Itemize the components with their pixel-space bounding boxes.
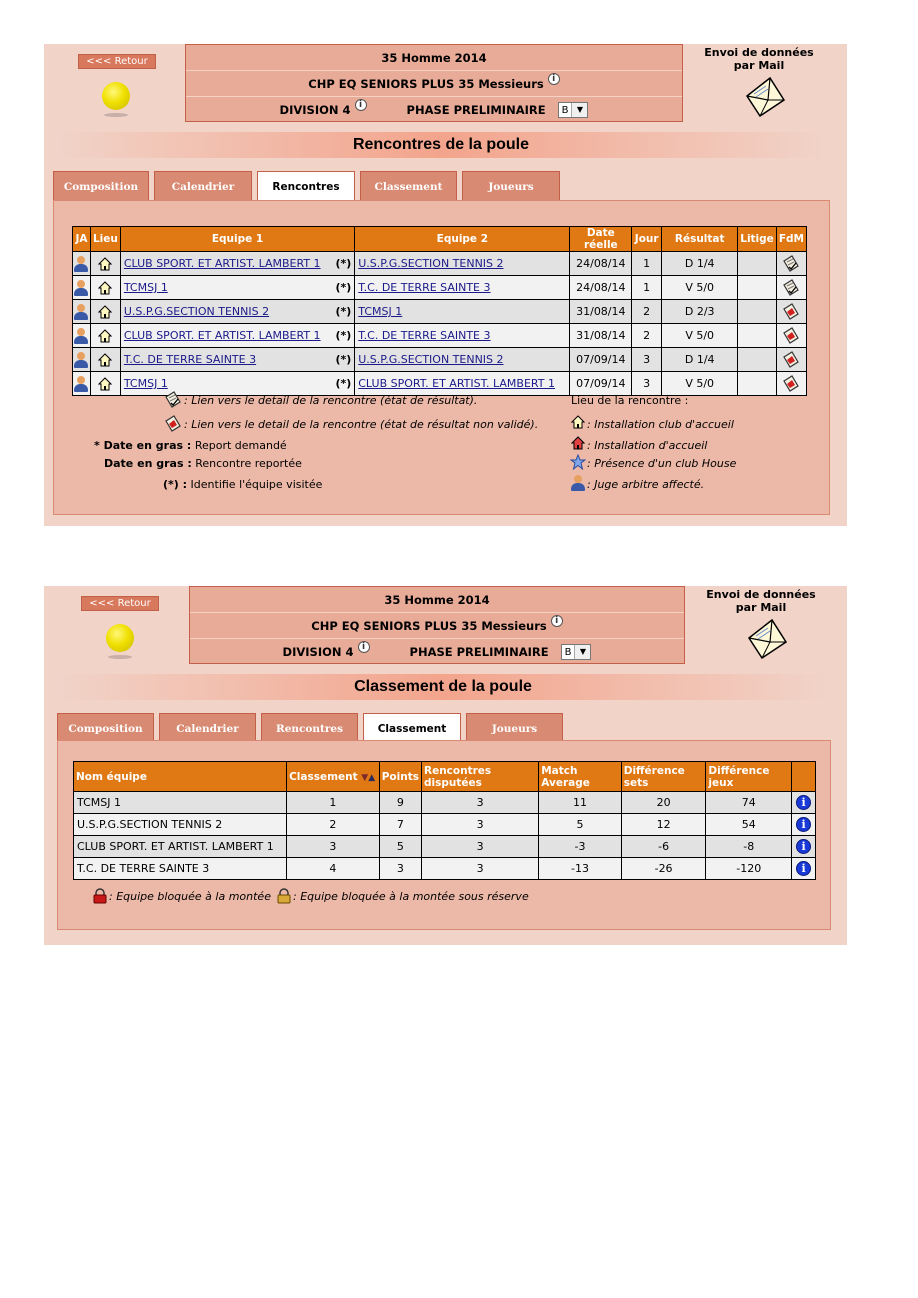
info-icon[interactable]: i	[548, 73, 560, 85]
tab-joueurs[interactable]: Joueurs	[462, 171, 560, 201]
col-fdm: FdM	[776, 227, 806, 252]
table-row	[74, 792, 816, 814]
legend-lieu-accueil: : Installation d'accueil	[587, 439, 708, 452]
team-name-cell: T.C. DE TERRE SAINTE 3	[74, 858, 287, 880]
rank-cell: 1	[287, 792, 380, 814]
team-name-cell: CLUB SPORT. ET ARTIST. LAMBERT 1	[74, 836, 287, 858]
col-resultat: Résultat	[662, 227, 738, 252]
legend-lieu-house: : Présence d'un club House	[587, 457, 737, 470]
fdm-cell	[776, 348, 806, 372]
team1-link[interactable]: T.C. DE TERRE SAINTE 3	[123, 353, 257, 366]
legend-fdm-not-validated: : Lien vers le detail de la rencontre (état de résultat non validé).	[184, 418, 539, 431]
col-diff-jeux: Différence jeux	[706, 762, 792, 792]
sort-arrows-icon[interactable]: ▼▲	[361, 772, 376, 783]
info-cell	[792, 836, 816, 858]
season-label: 35 Homme 2014	[384, 592, 490, 607]
visit-marker: (*)	[335, 281, 352, 294]
fdm-sheet-icon[interactable]	[782, 255, 800, 273]
team2-link[interactable]: U.S.P.G.SECTION TENNIS 2	[358, 257, 504, 270]
average-cell: -13	[539, 858, 622, 880]
table-row	[73, 372, 807, 396]
tab-calendrier[interactable]: Calendrier	[154, 171, 252, 201]
header-division	[190, 639, 684, 665]
poule-select[interactable]	[561, 644, 592, 660]
litige-cell	[738, 372, 777, 396]
championship-label: CHP EQ SENIORS PLUS 35 Messieurs	[311, 618, 547, 633]
sets-cell: -26	[621, 858, 706, 880]
team2-cell	[355, 300, 570, 324]
team1-cell	[120, 252, 354, 276]
header-season	[190, 587, 684, 613]
jour-cell: 3	[632, 372, 662, 396]
legend-date	[104, 457, 302, 470]
col-equipe2: Equipe 2	[355, 227, 570, 252]
legend-lieu-title: Lieu de la rencontre :	[571, 394, 689, 407]
house-icon[interactable]	[98, 329, 112, 343]
table-header-row	[73, 227, 807, 252]
fdm-cell	[776, 324, 806, 348]
ja-cell	[73, 348, 91, 372]
info-cell	[792, 858, 816, 880]
house-icon[interactable]	[98, 305, 112, 319]
team1-link[interactable]: U.S.P.G.SECTION TENNIS 2	[123, 305, 270, 318]
team1-cell	[120, 300, 354, 324]
lieu-cell	[90, 348, 120, 372]
info-icon[interactable]: i	[796, 839, 811, 854]
jeux-cell: -8	[706, 836, 792, 858]
referee-icon[interactable]	[74, 328, 88, 344]
jeux-cell: 74	[706, 792, 792, 814]
col-classement[interactable]	[287, 762, 380, 792]
average-cell: 5	[539, 814, 622, 836]
ball-shadow	[108, 655, 132, 659]
col-classement-label: Classement	[289, 770, 358, 783]
referee-icon	[571, 475, 585, 491]
lieu-cell	[90, 300, 120, 324]
phase-label: PHASE PRELIMINAIRE	[409, 645, 549, 659]
col-match-average: Match Average	[539, 762, 622, 792]
tennis-ball-icon	[106, 624, 134, 652]
chevron-down-icon: ▼	[574, 645, 590, 659]
date-cell: 07/09/14	[570, 348, 632, 372]
col-litige: Litige	[738, 227, 777, 252]
house-icon[interactable]	[98, 353, 112, 367]
legend-fdm-validated: : Lien vers le detail de la rencontre (état de résultat).	[184, 394, 478, 407]
season-label: 35 Homme 2014	[381, 50, 487, 65]
legend-visit-text: Identifie l'équipe visitée	[190, 478, 323, 491]
table-row	[73, 324, 807, 348]
visit-marker: (*)	[335, 377, 352, 390]
matches-table	[72, 226, 807, 396]
jeux-cell: -120	[706, 858, 792, 880]
litige-cell	[738, 252, 777, 276]
table-row	[74, 814, 816, 836]
team2-cell	[355, 324, 570, 348]
rank-cell: 4	[287, 858, 380, 880]
fdm-validated-icon	[164, 391, 182, 409]
jour-cell: 2	[632, 300, 662, 324]
legend-lieu-club: : Installation club d'accueil	[587, 418, 734, 431]
team1-link[interactable]: CLUB SPORT. ET ARTIST. LAMBERT 1	[123, 257, 321, 270]
visit-marker: (*)	[335, 353, 352, 366]
legend-date-star-label: * Date en gras :	[94, 439, 192, 452]
col-ja: JA	[73, 227, 91, 252]
referee-icon[interactable]	[74, 280, 88, 296]
division-label: DIVISION 4	[282, 645, 354, 659]
visit-marker: (*)	[335, 257, 352, 270]
competition-header	[185, 44, 683, 122]
col-equipe1: Equipe 1	[120, 227, 354, 252]
back-button[interactable]: <<< Retour	[81, 596, 159, 611]
col-nom-equipe: Nom équipe	[74, 762, 287, 792]
legend-visit-label: (*) :	[163, 478, 188, 491]
tab-composition[interactable]: Composition	[57, 713, 154, 743]
competition-header	[189, 586, 685, 664]
legend-visit	[163, 478, 322, 491]
star-icon	[570, 454, 586, 470]
info-icon[interactable]: i	[551, 615, 563, 627]
date-cell: 31/08/14	[570, 300, 632, 324]
header-championship	[186, 71, 682, 97]
header-season	[186, 45, 682, 71]
col-date: Date réelle	[570, 227, 632, 252]
legend-date-label: Date en gras :	[104, 457, 192, 470]
tab-joueurs[interactable]: Joueurs	[466, 713, 563, 743]
visit-marker: (*)	[335, 329, 352, 342]
back-button[interactable]: <<< Retour	[78, 54, 156, 69]
tab-rencontres[interactable]: Rencontres	[257, 171, 355, 201]
result-cell: V 5/0	[662, 324, 738, 348]
legend-locked: : Equipe bloquée à la montée	[109, 890, 271, 903]
sets-cell: 20	[621, 792, 706, 814]
team1-cell	[120, 372, 354, 396]
poule-select-value: B	[561, 104, 569, 116]
fdm-not-validated-icon	[164, 415, 182, 433]
info-icon[interactable]: i	[796, 795, 811, 810]
visit-marker: (*)	[335, 305, 352, 318]
poule-select-value: B	[564, 646, 572, 658]
legend-date-star	[94, 439, 287, 452]
lock-yellow-icon	[277, 888, 291, 904]
tab-content	[53, 200, 830, 515]
rank-cell: 2	[287, 814, 380, 836]
tab-bar	[53, 171, 565, 201]
table-row	[74, 858, 816, 880]
house-icon[interactable]	[98, 377, 112, 391]
points-cell: 7	[379, 814, 421, 836]
info-icon[interactable]: i	[796, 817, 811, 832]
table-row	[73, 252, 807, 276]
mail-label: Envoi de données par Mail	[704, 46, 814, 72]
mail-label: Envoi de données par Mail	[706, 588, 816, 614]
litige-cell	[738, 300, 777, 324]
fdm-cell	[776, 372, 806, 396]
col-lieu: Lieu	[90, 227, 120, 252]
info-icon[interactable]: i	[796, 861, 811, 876]
lieu-cell	[90, 324, 120, 348]
fdm-cell	[776, 300, 806, 324]
average-cell: -3	[539, 836, 622, 858]
date-cell: 07/09/14	[570, 372, 632, 396]
result-cell: V 5/0	[662, 276, 738, 300]
tab-bar	[57, 713, 568, 743]
team2-cell	[355, 276, 570, 300]
average-cell: 11	[539, 792, 622, 814]
team-name-cell: TCMSJ 1	[74, 792, 287, 814]
team2-link[interactable]: T.C. DE TERRE SAINTE 3	[358, 329, 491, 342]
info-cell	[792, 814, 816, 836]
result-cell: D 2/3	[662, 300, 738, 324]
fdm-cell	[776, 252, 806, 276]
lieu-cell	[90, 252, 120, 276]
jour-cell: 1	[632, 252, 662, 276]
referee-icon[interactable]	[74, 376, 88, 392]
jour-cell: 1	[632, 276, 662, 300]
played-cell: 3	[422, 814, 539, 836]
chevron-down-icon: ▼	[571, 103, 587, 117]
ja-cell	[73, 324, 91, 348]
house-red-icon	[571, 436, 585, 450]
played-cell: 3	[422, 792, 539, 814]
ranking-table	[73, 761, 816, 880]
tab-content	[57, 740, 831, 930]
poule-select[interactable]	[558, 102, 589, 118]
date-cell: 24/08/14	[570, 252, 632, 276]
col-diff-sets: Différence sets	[621, 762, 706, 792]
fdm-cell	[776, 276, 806, 300]
sets-cell: -6	[621, 836, 706, 858]
played-cell: 3	[422, 858, 539, 880]
fdm-sheet-icon[interactable]	[782, 303, 800, 321]
table-row	[73, 348, 807, 372]
envelope-icon[interactable]	[746, 616, 788, 660]
table-header-row	[74, 762, 816, 792]
ja-cell	[73, 372, 91, 396]
legend-date-text: Rencontre reportée	[195, 457, 302, 470]
date-cell: 24/08/14	[570, 276, 632, 300]
fdm-sheet-icon[interactable]	[782, 351, 800, 369]
rank-cell: 3	[287, 836, 380, 858]
tab-classement[interactable]: Classement	[360, 171, 457, 201]
team1-link[interactable]: TCMSJ 1	[123, 281, 168, 294]
phase-label: PHASE PRELIMINAIRE	[406, 103, 546, 117]
header-division	[186, 97, 682, 123]
tab-rencontres[interactable]: Rencontres	[261, 713, 358, 743]
lieu-cell	[90, 276, 120, 300]
referee-icon[interactable]	[74, 352, 88, 368]
team2-link[interactable]: CLUB SPORT. ET ARTIST. LAMBERT 1	[358, 377, 555, 390]
tennis-ball-icon	[102, 82, 130, 110]
litige-cell	[738, 324, 777, 348]
result-cell: D 1/4	[662, 252, 738, 276]
classement-panel	[44, 586, 847, 945]
col-rencontres: Rencontres disputées	[422, 762, 539, 792]
team1-cell	[120, 348, 354, 372]
team2-link[interactable]: T.C. DE TERRE SAINTE 3	[358, 281, 491, 294]
header-championship	[190, 613, 684, 639]
tab-composition[interactable]: Composition	[53, 171, 149, 201]
team-name-cell: U.S.P.G.SECTION TENNIS 2	[74, 814, 287, 836]
ja-cell	[73, 252, 91, 276]
championship-label: CHP EQ SENIORS PLUS 35 Messieurs	[308, 76, 544, 91]
division-label: DIVISION 4	[279, 103, 351, 117]
table-row	[74, 836, 816, 858]
referee-icon[interactable]	[74, 256, 88, 272]
fdm-sheet-icon[interactable]	[782, 375, 800, 393]
col-info	[792, 762, 816, 792]
litige-cell	[738, 276, 777, 300]
points-cell: 5	[379, 836, 421, 858]
team2-cell	[355, 348, 570, 372]
team2-link[interactable]: TCMSJ 1	[358, 305, 403, 318]
info-icon[interactable]: i	[355, 99, 367, 111]
lieu-cell	[90, 372, 120, 396]
legend-date-star-text: Report demandé	[194, 439, 287, 452]
jour-cell: 2	[632, 324, 662, 348]
result-cell: V 5/0	[662, 372, 738, 396]
date-cell: 31/08/14	[570, 324, 632, 348]
ja-cell	[73, 276, 91, 300]
envelope-icon[interactable]	[744, 74, 786, 118]
legend-locked-reserve: : Equipe bloquée à la montée sous réserve	[293, 890, 529, 903]
page-title: Classement de la poule	[60, 674, 826, 700]
page-title: Rencontres de la poule	[58, 132, 824, 158]
team2-link[interactable]: U.S.P.G.SECTION TENNIS 2	[358, 353, 504, 366]
rencontres-panel	[44, 44, 847, 526]
info-cell	[792, 792, 816, 814]
points-cell: 9	[379, 792, 421, 814]
house-icon[interactable]	[98, 281, 112, 295]
sets-cell: 12	[621, 814, 706, 836]
lock-red-icon	[93, 888, 107, 904]
info-icon[interactable]: i	[358, 641, 370, 653]
table-row	[73, 300, 807, 324]
team1-link[interactable]: TCMSJ 1	[123, 377, 168, 390]
col-jour: Jour	[632, 227, 662, 252]
team1-link[interactable]: CLUB SPORT. ET ARTIST. LAMBERT 1	[123, 329, 321, 342]
house-icon[interactable]	[98, 257, 112, 271]
fdm-sheet-icon[interactable]	[782, 279, 800, 297]
tab-classement[interactable]: Classement	[363, 713, 461, 743]
points-cell: 3	[379, 858, 421, 880]
result-cell: D 1/4	[662, 348, 738, 372]
team1-cell	[120, 276, 354, 300]
jeux-cell: 54	[706, 814, 792, 836]
col-points: Points	[379, 762, 421, 792]
played-cell: 3	[422, 836, 539, 858]
tab-calendrier[interactable]: Calendrier	[159, 713, 256, 743]
team1-cell	[120, 324, 354, 348]
legend-juge: : Juge arbitre affecté.	[587, 478, 705, 491]
table-row	[73, 276, 807, 300]
ball-shadow	[104, 113, 128, 117]
ja-cell	[73, 300, 91, 324]
litige-cell	[738, 348, 777, 372]
referee-icon[interactable]	[74, 304, 88, 320]
fdm-sheet-icon[interactable]	[782, 327, 800, 345]
team2-cell	[355, 372, 570, 396]
house-icon	[571, 415, 585, 429]
team2-cell	[355, 252, 570, 276]
jour-cell: 3	[632, 348, 662, 372]
